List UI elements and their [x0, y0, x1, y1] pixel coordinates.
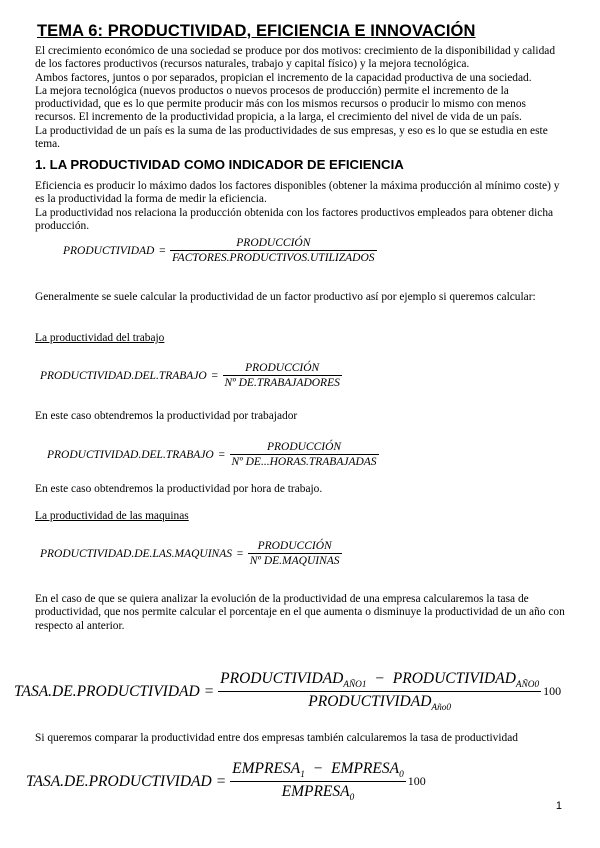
numerator-term-a-subscript: 1: [300, 770, 305, 781]
equals-sign: =: [203, 682, 215, 700]
formula-denominator: Nº DE.TRABAJADORES: [224, 377, 340, 389]
formula-productivity-rate: [14, 670, 561, 713]
formula-lhs: PRODUCTIVIDAD.DEL.TRABAJO: [47, 448, 214, 461]
efficiency-paragraph: Eficiencia es producir lo máximo dados los factores disponibles (obtener la máxima producción al mínimo coste) y es la productividad la forma de medir la eficiencia.: [35, 180, 560, 206]
denominator-term: EMPRESA: [281, 783, 350, 801]
formula-fraction: [223, 362, 342, 389]
equals-sign: =: [217, 448, 226, 461]
formula-denominator: FACTORES.PRODUCTIVOS.UTILIZADOS: [172, 252, 375, 264]
numerator-term-a: PRODUCTIVIDAD: [220, 670, 344, 687]
formula-numerator: PRODUCCIÓN: [257, 540, 332, 552]
numerator-term-a: EMPRESA: [232, 760, 301, 777]
intro-paragraph: La mejora tecnológica (nuevos productos o nuevos procesos de producción) permite el incremento de la productividad, que es lo que permite producir más con los mismos recursos o producir lo mismo con menos recursos. El incremento de la productividad propicia, a la larga, el crecimiento del nivel de vida de un país.: [35, 84, 526, 124]
formula-fraction: [230, 441, 379, 468]
formula-lhs: PRODUCTIVIDAD.DEL.TRABAJO: [40, 369, 207, 382]
formula-numerator: PRODUCCIÓN: [245, 362, 320, 374]
denominator-term: PRODUCTIVIDAD: [308, 693, 432, 711]
formula-fraction: [248, 540, 342, 567]
efficiency-block: [35, 180, 565, 233]
equals-sign: =: [235, 547, 244, 560]
formula-fraction: [170, 237, 376, 264]
formula-lhs: TASA.DE.PRODUCTIVIDAD: [14, 682, 200, 700]
rate-paragraph: En el caso de que se quiera analizar la evolución de la productividad de una empresa calcularemos la tasa de productividad, que nos permite calcular el porcentaje en el que aumenta o disminuye la productividad de un año con respecto al anterior.: [35, 593, 565, 632]
per-worker-paragraph: En este caso obtendremos la productividad por trabajador: [35, 410, 298, 422]
formula-lhs: TASA.DE.PRODUCTIVIDAD: [26, 772, 212, 790]
numerator-term-b-subscript: 0: [399, 770, 404, 781]
per-hour-paragraph: En este caso obtendremos la productividad por hora de trabajo.: [35, 483, 323, 495]
formula-labor-productivity: [40, 362, 342, 389]
page-number: 1: [555, 800, 562, 812]
formula-hourly-productivity: [47, 441, 379, 468]
page-title: TEMA 6: PRODUCTIVIDAD, EFICIENCIA E INNOVACIÓN: [37, 22, 476, 40]
compare-paragraph: Si queremos comparar la productividad entre dos empresas también calcularemos la tasa de productividad: [35, 732, 518, 744]
intro-paragraph: La productividad de un país es la suma de las productividades de sus empresas, y eso es lo que se estudia en este tema.: [35, 124, 548, 151]
formula-lhs: PRODUCTIVIDAD: [63, 244, 155, 257]
formula-denominator: [218, 691, 541, 713]
formula-numerator: [230, 760, 406, 781]
formula-productivity: [63, 237, 377, 264]
equals-sign: =: [158, 244, 167, 257]
intro-paragraph: Ambos factores, juntos o por separados, propician el incremento de la capacidad productiva de una sociedad.: [35, 71, 532, 84]
formula-factor: 100: [543, 684, 562, 699]
numerator-term-b: EMPRESA: [331, 760, 400, 777]
formula-fraction: [218, 670, 541, 713]
section-heading: 1. LA PRODUCTIVIDAD COMO INDICADOR DE EFICIENCIA: [35, 157, 404, 172]
minus-sign: −: [312, 760, 324, 777]
subheading-machines: La productividad de las maquinas: [35, 510, 189, 522]
formula-company-rate: [26, 760, 426, 803]
minus-sign: −: [374, 670, 385, 687]
formula-denominator: [230, 781, 406, 803]
equals-sign: =: [210, 369, 219, 382]
numerator-term-b: PRODUCTIVIDAD: [392, 670, 516, 687]
formula-factor: 100: [407, 774, 426, 789]
numerator-term-b-subscript: AÑO0: [515, 680, 540, 691]
formula-numerator: PRODUCCIÓN: [236, 237, 311, 249]
intro-paragraph: El crecimiento económico de una sociedad se produce por dos motivos: crecimiento de la disponibilidad y calidad de los factores productivos (recursos naturales, trabajo y capital físico) y la mejora tecnológica.: [35, 45, 556, 71]
numerator-term-a-subscript: AÑO1: [343, 680, 367, 691]
formula-lhs: PRODUCTIVIDAD.DE.LAS.MAQUINAS: [40, 547, 232, 560]
subheading-labor: La productividad del trabajo: [35, 332, 165, 344]
formula-denominator: Nº DE.MAQUINAS: [249, 555, 340, 567]
productivity-paragraph: La productividad nos relaciona la producción obtenida con los factores productivos empleados para obtener dicha producción.: [35, 206, 554, 232]
generic-calc-paragraph: Generalmente se suele calcular la productividad de un factor productivo así por ejemplo si queremos calcular:: [35, 291, 536, 303]
formula-machine-productivity: [40, 540, 342, 567]
formula-numerator: PRODUCCIÓN: [266, 441, 342, 453]
formula-numerator: [218, 670, 541, 691]
formula-fraction: [230, 760, 406, 803]
intro-block: [35, 45, 565, 151]
denominator-subscript: Año0: [431, 703, 452, 714]
equals-sign: =: [215, 772, 227, 790]
formula-denominator: Nº DE...HORAS.TRABAJADAS: [231, 456, 377, 468]
denominator-subscript: 0: [349, 793, 355, 804]
